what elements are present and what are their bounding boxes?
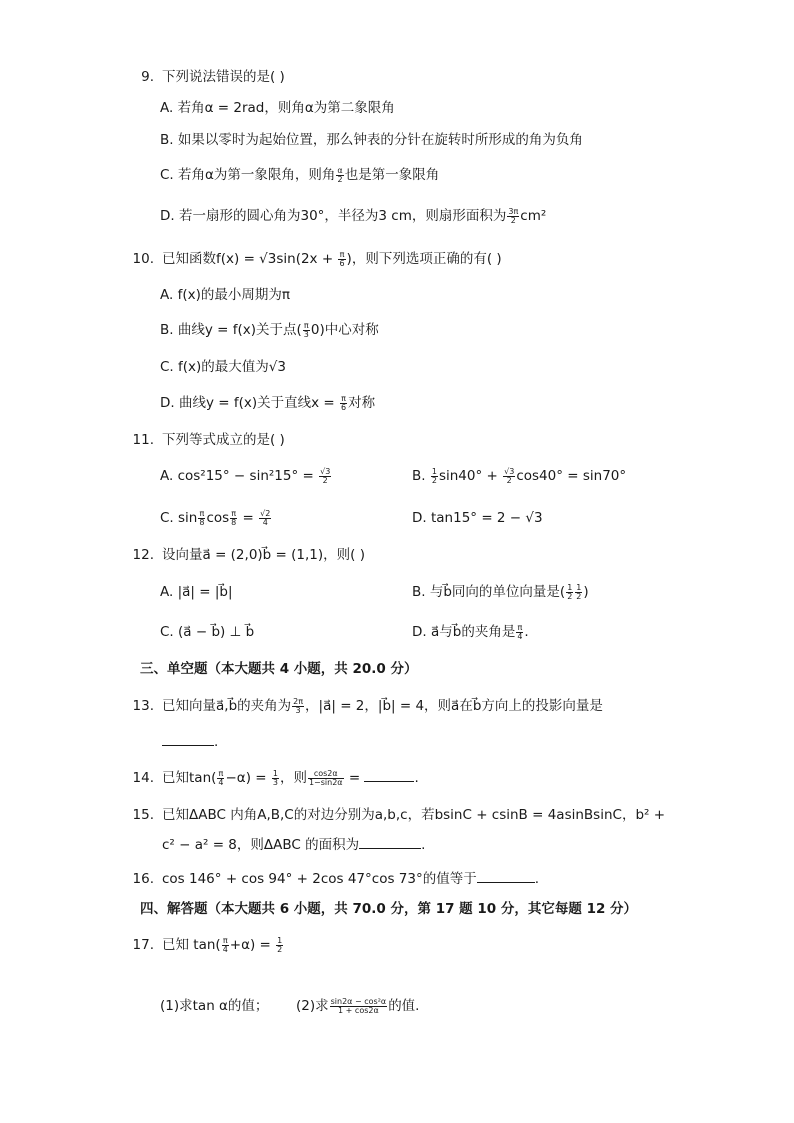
q17-part-1: (1)求tan α的值； bbox=[160, 998, 269, 1014]
q16-answer-blank[interactable] bbox=[477, 882, 535, 883]
q9-option-c: C. 若角α为第一象限角，则角 $\frac{\alpha}{2}$ 也是第一象限角 bbox=[160, 165, 440, 184]
question-10-stem: 10. 已知函数f(x) = √3sin(2x + $\frac{\pi}{6}$ )，则下列选项正确的有( ) bbox=[132, 249, 502, 268]
question-15-line2: c² − a² = 8，则ΔABC 的面积为 . bbox=[162, 837, 426, 853]
section-3-heading: 三、单空题（本大题共 4 小题，共 20.0 分） bbox=[140, 661, 418, 677]
question-11-stem: 11. 下列等式成立的是( ) bbox=[132, 432, 285, 448]
q11-option-a: A. cos²15° − sin²15° = $\frac{√3}{2}$ bbox=[160, 466, 331, 485]
q10-option-d: D. 曲线y = f(x)关于直线x = $\frac{\pi}{6}$ 对称 bbox=[160, 393, 376, 412]
q9-option-b: B. 如果以零时为起始位置，那么钟表的分针在旋转时所形成的角为负角 bbox=[160, 132, 583, 148]
q11-option-d: D. tan15° = 2 − √3 bbox=[412, 510, 543, 526]
question-15-line1: 15. 已知ΔABC 内角A,B,C的对边分别为a,b,c，若bsinC + csinB = 4asinBsinC，b² + bbox=[132, 807, 666, 823]
q10-option-a: A. f(x)的最小周期为π bbox=[160, 287, 290, 303]
q10-option-b: B. 曲线y = f(x)关于点( $\frac{\pi}{3}$ 0)中心对称 bbox=[160, 320, 379, 339]
question-13-stem: 13. 已知向量a⃗,b⃗的夹角为 $\frac{2\pi}{3}$ ，|a⃗| = 2，|b⃗| = 4，则a⃗在b⃗方向上的投影向量是 bbox=[132, 696, 603, 715]
q14-answer-blank[interactable] bbox=[364, 781, 414, 782]
q12-option-a: A. |a⃗| = |b⃗| bbox=[160, 584, 233, 600]
q12-option-d: D. a⃗与b⃗的夹角是 $\frac{\pi}{4}$ . bbox=[412, 622, 529, 641]
q12-option-b: B. 与b⃗同向的单位向量是( $\frac{1}{2}$ $\frac{1}{2}$ ) bbox=[412, 582, 589, 601]
q17-part-2: (2)求 $\frac{\text{sin2α − cos²α}}{1 + \cos 2\alpha}$ 的值. bbox=[296, 996, 420, 1015]
q12-option-c: C. (a⃗ − b⃗) ⊥ b⃗ bbox=[160, 624, 255, 640]
q15-answer-blank[interactable] bbox=[359, 848, 421, 849]
q9-option-d: D. 若一扇形的圆心角为30°，半径为3 cm，则扇形面积为 $\frac{3\pi}{2}$ cm² bbox=[160, 206, 547, 225]
q10-option-c: C. f(x)的最大值为√3 bbox=[160, 359, 286, 375]
question-16-stem: 16. cos 146° + cos 94° + 2cos 47°cos 73°的值等于 . bbox=[132, 871, 540, 887]
q9-option-a: A. 若角α = 2rad，则角α为第二象限角 bbox=[160, 100, 395, 116]
q11-option-c: C. sin $\frac{\pi}{8}$ cos $\frac{\pi}{8}$ = $\frac{√2}{4}$ bbox=[160, 508, 271, 527]
question-9-stem: 9. 下列说法错误的是( ) bbox=[141, 69, 285, 85]
question-14-stem: 14. 已知tan( $\frac{\pi}{4}$ −α) = $\frac{1}{3}$ ，则 $\frac{\cos 2\alpha}{1-\sin 2\alpha}$ = . bbox=[132, 768, 419, 787]
q11-option-b: B. $\frac{1}{2}$ sin40° + $\frac{√3}{2}$ cos40° = sin70° bbox=[412, 466, 627, 485]
section-4-heading: 四、解答题（本大题共 6 小题，共 70.0 分，第 17 题 10 分，其它每题 12 分） bbox=[140, 901, 638, 917]
question-17-stem: 17. 已知 tan( $\frac{\pi}{4}$ +α) = $\frac{1}{2}$ bbox=[132, 935, 283, 954]
q13-answer-blank[interactable]: . bbox=[162, 732, 218, 752]
question-12-stem: 12. 设向量a⃗ = (2,0)b⃗ = (1,1)，则( ) bbox=[132, 547, 365, 563]
